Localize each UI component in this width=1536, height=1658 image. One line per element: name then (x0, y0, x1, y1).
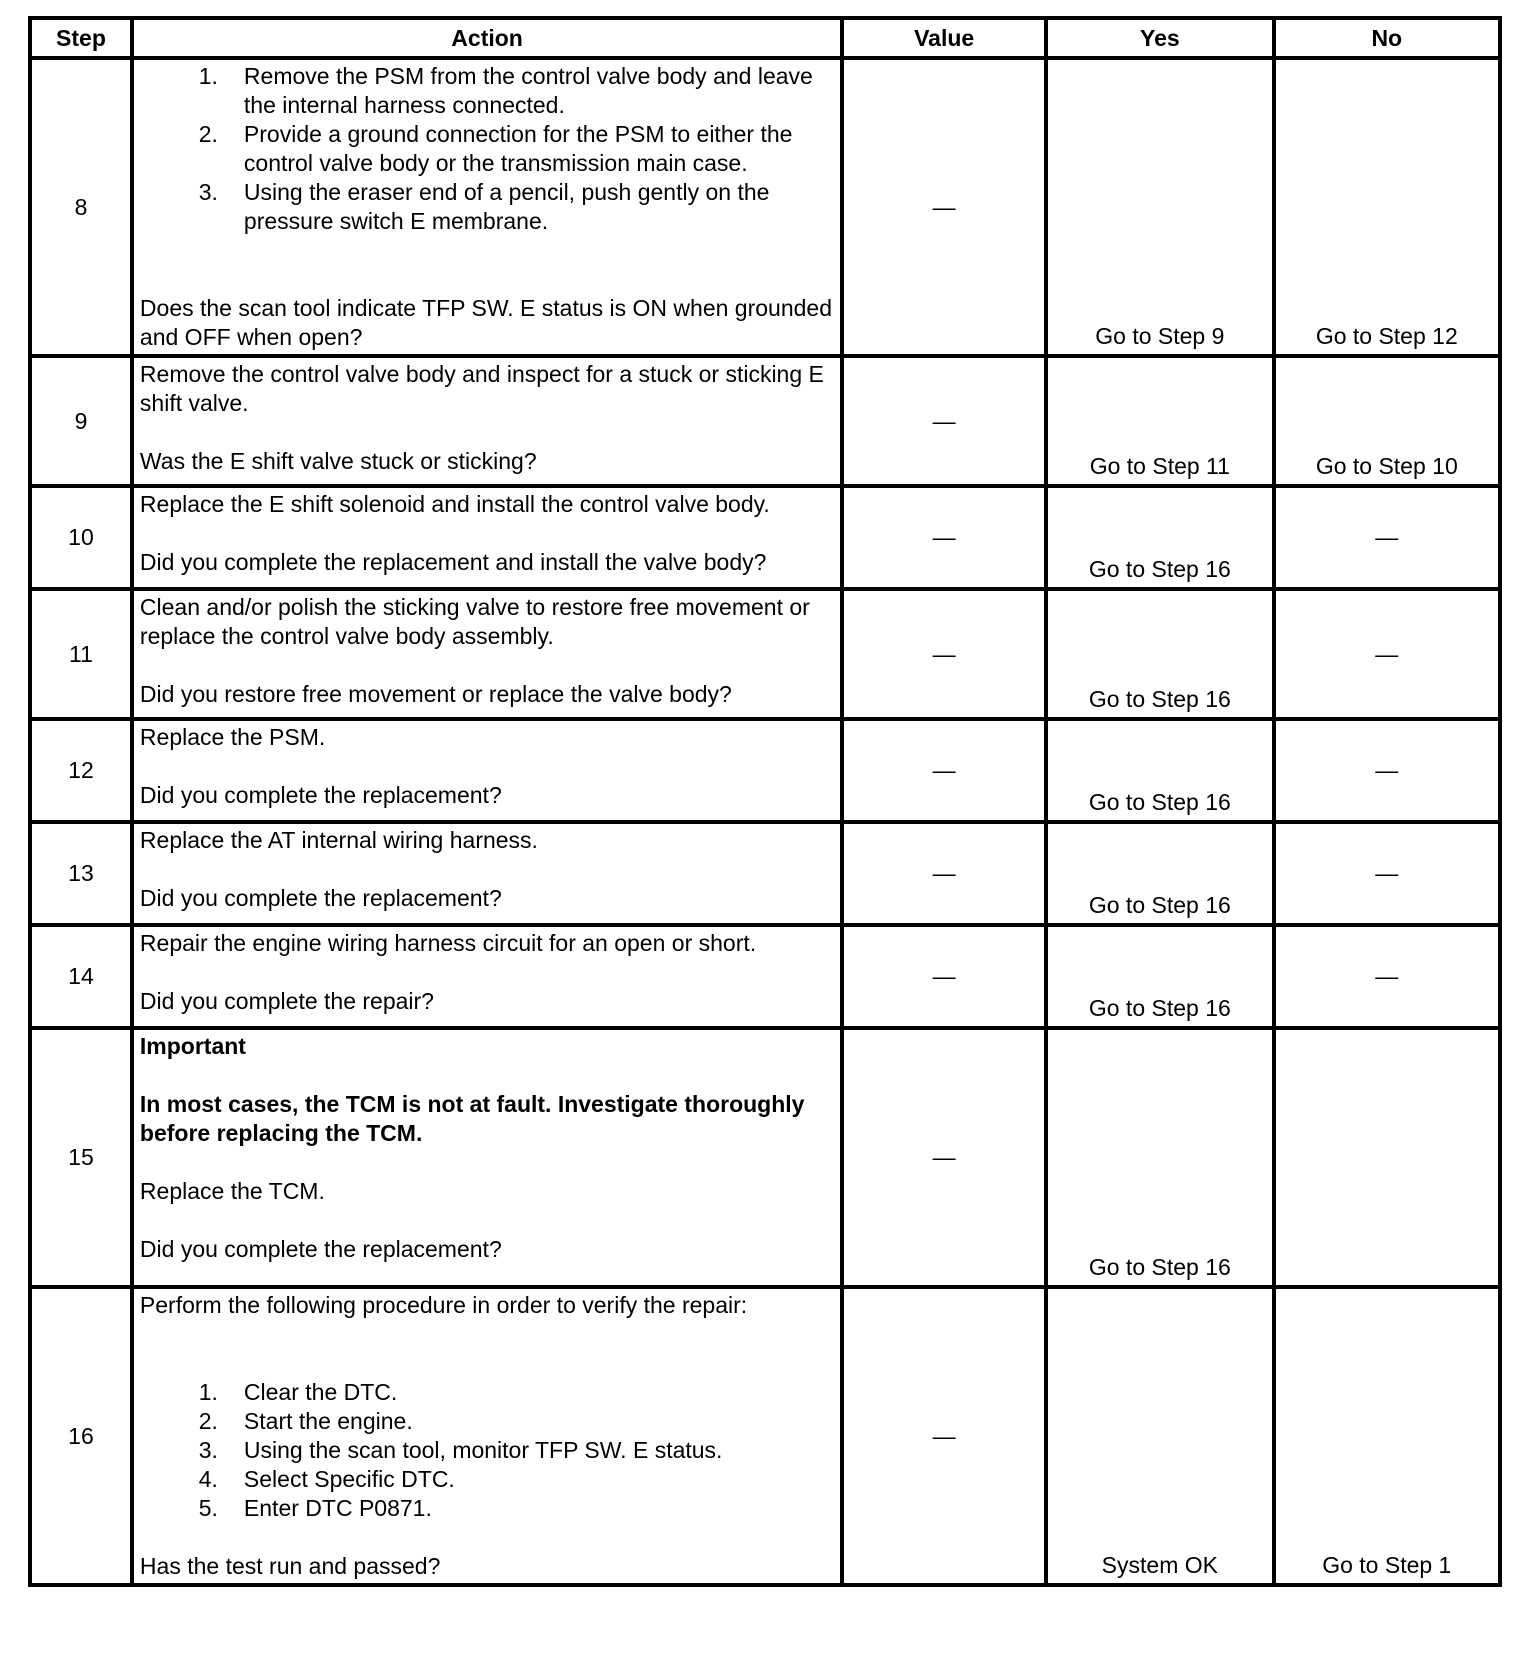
list-number: 3. (198, 179, 218, 205)
important-label: Important (139, 1033, 246, 1059)
no-cell: Go to Step 1 (1274, 1287, 1500, 1585)
table-row-step-8 (30, 58, 1500, 356)
list-item (140, 1407, 834, 1436)
list-item (140, 1494, 834, 1523)
question-text: Was the E shift valve stuck or sticking? (139, 448, 537, 474)
action-cell (132, 58, 842, 356)
list-text: Enter DTC P0871. (243, 1495, 432, 1521)
step-number: 11 (30, 589, 132, 719)
table-row-step-10 (30, 486, 1500, 589)
list-text: Using the scan tool, monitor TFP SW. E status. (243, 1437, 723, 1463)
header-row (30, 18, 1500, 58)
header-no: No (1274, 18, 1500, 58)
list-number: 4. (198, 1466, 218, 1492)
value-cell: — (842, 1287, 1046, 1585)
list-item (140, 62, 834, 120)
step-number: 10 (30, 486, 132, 589)
header-step: Step (30, 18, 132, 58)
value-cell: — (842, 1028, 1046, 1287)
table-row-step-15 (30, 1028, 1500, 1287)
value-cell: — (842, 58, 1046, 356)
step-number: 9 (30, 356, 132, 486)
list-item (140, 1378, 834, 1407)
instruction-text: Replace the TCM. (139, 1178, 325, 1204)
list-number: 2. (198, 121, 218, 147)
value-cell: — (842, 589, 1046, 719)
yes-cell: Go to Step 16 (1046, 925, 1273, 1028)
header-yes: Yes (1046, 18, 1273, 58)
no-cell: — (1274, 486, 1500, 589)
list-item (140, 178, 834, 236)
list-text: Using the eraser end of a pencil, push gently on the pressure switch E membrane. (243, 179, 770, 234)
value-cell: — (842, 925, 1046, 1028)
question-text: Did you complete the replacement and install the valve body? (139, 549, 767, 575)
action-cell (132, 925, 842, 1028)
instruction-text: Replace the AT internal wiring harness. (139, 827, 538, 853)
question-text: Did you complete the replacement? (139, 782, 502, 808)
question-text: Did you complete the repair? (139, 988, 434, 1014)
question-text: Did you complete the replacement? (139, 1236, 502, 1262)
step-number: 14 (30, 925, 132, 1028)
list-item (140, 120, 834, 178)
question-text: Does the scan tool indicate TFP SW. E status is ON when grounded and OFF when open? (139, 295, 832, 350)
action-cell (132, 356, 842, 486)
diagnostic-table (28, 16, 1502, 1587)
yes-cell: System OK (1046, 1287, 1273, 1585)
question-text: Did you restore free movement or replace the valve body? (139, 681, 732, 707)
action-cell (132, 1028, 842, 1287)
value-cell: — (842, 486, 1046, 589)
instruction-text: Clean and/or polish the sticking valve to restore free movement or replace the control valve body assembly. (139, 594, 810, 649)
instruction-text: Repair the engine wiring harness circuit for an open or short. (139, 930, 757, 956)
value-cell: — (842, 822, 1046, 925)
list-item (140, 1436, 834, 1465)
table-row-step-16 (30, 1287, 1500, 1585)
no-cell: — (1274, 719, 1500, 822)
header-action: Action (132, 18, 842, 58)
step-number: 15 (30, 1028, 132, 1287)
table-row-step-13 (30, 822, 1500, 925)
instruction-text: Perform the following procedure in order to verify the repair: (139, 1292, 748, 1318)
question-text: Has the test run and passed? (139, 1553, 441, 1579)
important-text: In most cases, the TCM is not at fault. Investigate thoroughly before replacing the TCM. (139, 1091, 805, 1146)
diagnostic-table-container (28, 16, 1502, 1587)
action-cell (132, 1287, 842, 1585)
table-row-step-9 (30, 356, 1500, 486)
action-cell (132, 822, 842, 925)
yes-cell: Go to Step 16 (1046, 486, 1273, 589)
step-number: 13 (30, 822, 132, 925)
question-text: Did you complete the replacement? (139, 885, 502, 911)
value-cell: — (842, 719, 1046, 822)
instruction-text: Replace the E shift solenoid and install the control valve body. (139, 491, 770, 517)
no-cell: — (1274, 925, 1500, 1028)
table-row-step-12 (30, 719, 1500, 822)
list-number: 2. (198, 1408, 218, 1434)
yes-cell: Go to Step 16 (1046, 822, 1273, 925)
no-cell: — (1274, 822, 1500, 925)
action-cell (132, 486, 842, 589)
list-number: 1. (198, 63, 218, 89)
action-cell (132, 589, 842, 719)
yes-cell: Go to Step 16 (1046, 719, 1273, 822)
no-cell: — (1274, 589, 1500, 719)
list-text: Remove the PSM from the control valve body and leave the internal harness connected. (243, 63, 813, 118)
yes-cell: Go to Step 9 (1046, 58, 1273, 356)
list-text: Start the engine. (243, 1408, 413, 1434)
table-row-step-11 (30, 589, 1500, 719)
step-number: 16 (30, 1287, 132, 1585)
table-row-step-14 (30, 925, 1500, 1028)
no-cell: Go to Step 12 (1274, 58, 1500, 356)
step-number: 8 (30, 58, 132, 356)
list-text: Provide a ground connection for the PSM to either the control valve body or the transmission main case. (243, 121, 793, 176)
list-text: Select Specific DTC. (243, 1466, 455, 1492)
value-cell: — (842, 356, 1046, 486)
no-cell: Go to Step 10 (1274, 356, 1500, 486)
yes-cell: Go to Step 16 (1046, 589, 1273, 719)
action-cell (132, 719, 842, 822)
step-number: 12 (30, 719, 132, 822)
yes-cell: Go to Step 16 (1046, 1028, 1273, 1287)
no-cell (1274, 1028, 1500, 1287)
instruction-text: Remove the control valve body and inspect for a stuck or sticking E shift valve. (139, 361, 824, 416)
list-number: 1. (198, 1379, 218, 1405)
list-text: Clear the DTC. (243, 1379, 398, 1405)
header-value: Value (842, 18, 1046, 58)
instruction-text: Replace the PSM. (139, 724, 326, 750)
list-item (140, 1465, 834, 1494)
yes-cell: Go to Step 11 (1046, 356, 1273, 486)
list-number: 5. (198, 1495, 218, 1521)
list-number: 3. (198, 1437, 218, 1463)
